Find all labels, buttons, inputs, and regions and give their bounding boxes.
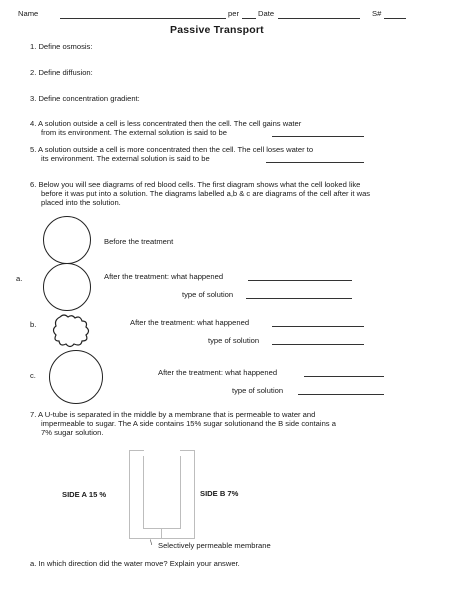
before-treatment-label: Before the treatment (104, 237, 174, 246)
question-4-line-1: 4. A solution outside a cell is less concentrated then the cell. The cell gains water (30, 119, 302, 128)
name-blank[interactable] (60, 18, 226, 19)
period-label: per (228, 9, 239, 18)
question-6-line-2: before it was put into a solution. The diagrams labelled a,b & c are diagrams of the cell after it was (41, 189, 371, 198)
type-of-solution-b: type of solution (208, 336, 260, 345)
question-1: 1. Define osmosis: (30, 42, 93, 51)
after-treatment-a: After the treatment: what happened (104, 272, 224, 281)
period-blank[interactable] (242, 18, 256, 19)
label-c: c. (30, 371, 36, 380)
what-happened-b-blank[interactable] (272, 326, 364, 327)
cell-b-shrunken (50, 312, 94, 350)
question-7-line-1: 7. A U-tube is separated in the middle by a membrane that is permeable to water and (30, 410, 316, 419)
membrane-label: Selectively permeable membrane (158, 541, 271, 550)
cell-before-treatment (43, 216, 91, 264)
question-4-line-2: from its environment. The external solution is said to be (41, 128, 227, 137)
side-b-label: SIDE B 7% (200, 489, 239, 498)
question-5-line-1: 5. A solution outside a cell is more concentrated then the cell. The cell loses water to (30, 145, 314, 154)
name-label: Name (18, 9, 39, 18)
question-7-line-2: impermeable to sugar. The A side contains 15% sugar solutionand the B side contains a (41, 419, 336, 428)
question-6-line-3: placed into the solution. (41, 198, 121, 207)
question-4-answer-blank[interactable] (272, 136, 364, 137)
label-b: b. (30, 320, 37, 329)
membrane-line (161, 528, 162, 538)
date-label: Date (258, 9, 275, 18)
question-5-answer-blank[interactable] (266, 162, 364, 163)
question-6-line-1: 6. Below you will see diagrams of red blood cells. The first diagram shows what the cell looked like (30, 180, 361, 189)
s-number-blank[interactable] (384, 18, 406, 19)
side-a-label: SIDE A 15 % (62, 490, 107, 499)
cell-a-after (43, 263, 91, 311)
page-title: Passive Transport (170, 24, 264, 36)
what-happened-a-blank[interactable] (248, 280, 352, 281)
question-7-line-3: 7% sugar solution. (41, 428, 104, 437)
type-of-solution-c-blank[interactable] (298, 394, 384, 395)
membrane-pointer-icon: \ (150, 538, 153, 547)
s-number-label: S# (372, 9, 382, 18)
question-3: 3. Define concentration gradient: (30, 94, 140, 103)
type-of-solution-b-blank[interactable] (272, 344, 364, 345)
after-treatment-b: After the treatment: what happened (130, 318, 250, 327)
type-of-solution-a-blank[interactable] (246, 298, 352, 299)
type-of-solution-c: type of solution (232, 386, 284, 395)
type-of-solution-a: type of solution (182, 290, 234, 299)
what-happened-c-blank[interactable] (304, 376, 384, 377)
after-treatment-c: After the treatment: what happened (158, 368, 278, 377)
question-7a: a. In which direction did the water move? Explain your answer. (30, 559, 240, 568)
question-2: 2. Define diffusion: (30, 68, 93, 77)
cell-c-swollen (49, 350, 103, 404)
date-blank[interactable] (278, 18, 360, 19)
label-a: a. (16, 274, 23, 283)
question-5-line-2: its environment. The external solution is said to be (41, 154, 210, 163)
